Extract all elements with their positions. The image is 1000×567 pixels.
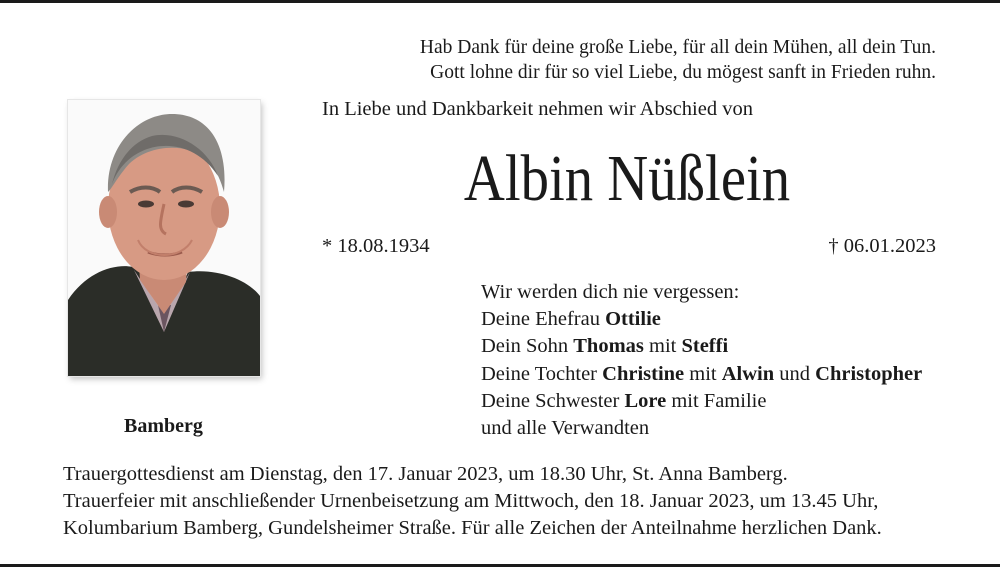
service-details: [63, 461, 882, 542]
portrait-photo: [68, 100, 260, 376]
quote-line: Gott lohne dir für so viel Liebe, du mögest sanft in Frieden ruhn.: [430, 62, 936, 83]
family-member-name: Thomas: [573, 335, 644, 358]
service-line: Trauergottesdienst am Dienstag, den 17. Januar 2023, um 18.30 Uhr, St. Anna Bamberg.: [63, 463, 788, 485]
residence-place: Bamberg: [124, 415, 203, 437]
relation-text: Deine Schwester: [481, 389, 625, 412]
family-member-name: Christopher: [815, 362, 923, 385]
family-line: [481, 361, 922, 388]
family-member-name: Ottilie: [605, 308, 661, 331]
family-member-name: Christine: [602, 362, 685, 385]
quote-line: Hab Dank für deine große Liebe, für all dein Mühen, all dein Tun.: [419, 37, 936, 58]
service-line: Trauerfeier mit anschließender Urnenbeisetzung am Mittwoch, den 18. Januar 2023, um 13.45 Uhr,: [63, 490, 879, 512]
family-line: [481, 333, 922, 360]
intro-text: In Liebe und Dankbarkeit nehmen wir Abschied von: [322, 98, 753, 120]
connector-text: und: [774, 362, 816, 385]
family-line: Wir werden dich nie vergessen:: [481, 281, 740, 303]
deceased-name: Albin Nüßlein: [463, 142, 791, 215]
connector-text: mit: [684, 362, 722, 385]
relation-text: Dein Sohn: [481, 335, 574, 358]
death-date: † 06.01.2023: [828, 235, 936, 257]
connector-text: mit Familie: [666, 389, 767, 412]
family-member-name: Steffi: [681, 335, 729, 358]
family-member-name: Lore: [624, 389, 667, 412]
family-line: und alle Verwandten: [481, 417, 650, 440]
portrait-illustration: [68, 100, 260, 376]
relation-text: Deine Tochter: [481, 362, 603, 385]
family-line: [481, 306, 922, 333]
memorial-quote: [376, 35, 936, 85]
family-member-name: Alwin: [721, 362, 775, 385]
family-line: [481, 388, 922, 415]
family-list: [481, 279, 922, 442]
connector-text: mit: [643, 335, 682, 358]
birth-date: * 18.08.1934: [322, 235, 430, 257]
relation-text: Deine Ehefrau: [481, 308, 606, 331]
service-line: Kolumbarium Bamberg, Gundelsheimer Straße. Für alle Zeichen der Anteilnahme herzlichen Dank.: [63, 517, 882, 539]
